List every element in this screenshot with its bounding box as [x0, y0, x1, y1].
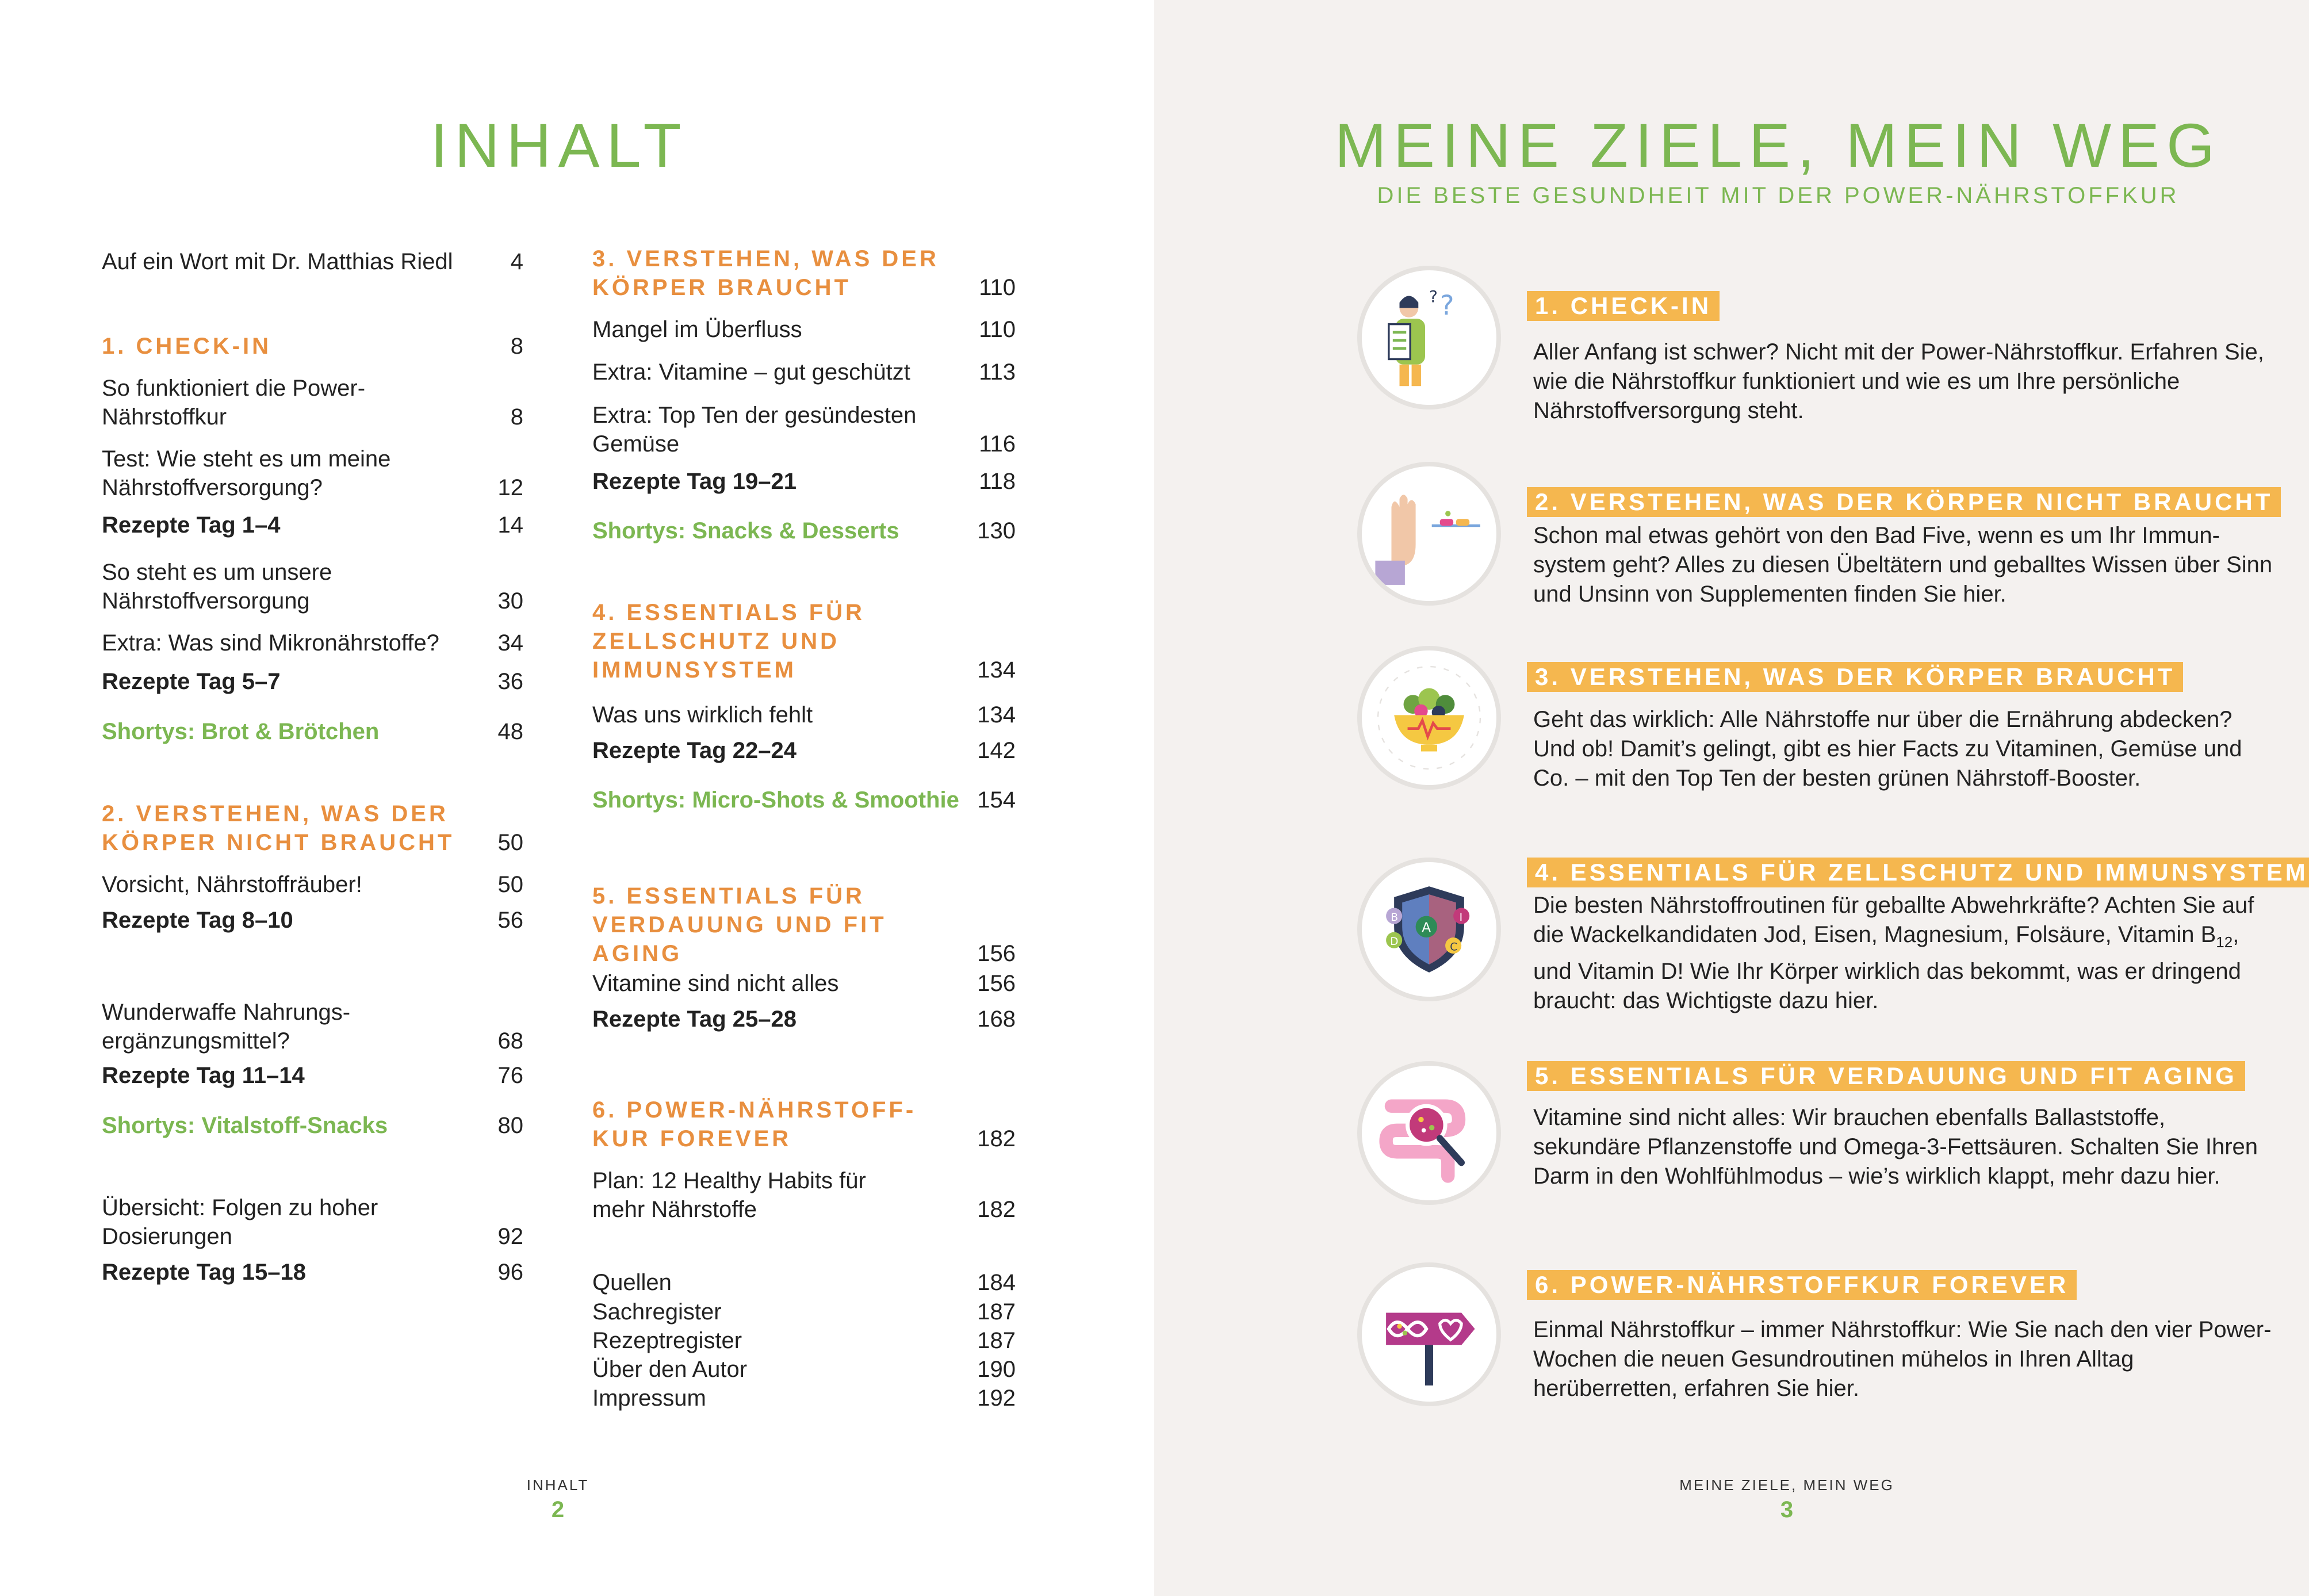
col1-toc-entry[interactable] — [102, 717, 523, 746]
col1-toc-entry[interactable] — [102, 445, 523, 502]
toc-entry-title: Shortys: Vitalstoff-Snacks — [102, 1113, 388, 1138]
vitamin-d-label: D — [1390, 935, 1399, 948]
toc-entry-title: 1. CHECK-IN — [102, 334, 272, 359]
signpost-infinity-icon — [1357, 1262, 1501, 1406]
svg-text:?: ? — [1429, 288, 1438, 307]
toc-entry-page: 8 — [510, 404, 523, 430]
toc-entry-page: 110 — [979, 275, 1016, 300]
toc-entry-page: 50 — [497, 830, 523, 855]
col2-toc-entry[interactable] — [592, 1268, 1016, 1297]
toc-entry-title: Shortys: Snacks & Desserts — [592, 518, 899, 544]
goal-heading-1: 1. CHECK-IN — [1527, 291, 1720, 321]
toc-entry-title: Sachregister — [592, 1299, 722, 1325]
col2-toc-entry[interactable] — [592, 1298, 1016, 1326]
toc-entry-page: 182 — [977, 1126, 1016, 1151]
toc-entry-title: Test: Wie steht es um meine Nährstoffversorgung? — [102, 446, 391, 500]
col1-toc-entry[interactable] — [102, 558, 523, 615]
stop-hand-pills-icon — [1357, 462, 1501, 606]
vitamin-i-label: I — [1459, 911, 1463, 924]
col2-toc-entry[interactable] — [592, 882, 1016, 968]
footer-label-left: INHALT — [526, 1476, 589, 1494]
toc-entry-page: 116 — [979, 431, 1016, 457]
toc-entry-page: 184 — [977, 1270, 1016, 1295]
toc-entry-title: 6. POWER-NÄHRSTOFF- KUR FOREVER — [592, 1097, 917, 1151]
goal-text-6: Einmal Nährstoffkur – immer Nährstoffkur: Wie Sie nach den vier Power-Wochen die neuen Gesundroutinen mühelos in Ihren Alltag herüberretten, erfahren Sie hier. — [1533, 1317, 2272, 1401]
vitamin-shield-icon — [1357, 858, 1501, 1001]
col2-toc-entry[interactable] — [592, 969, 1016, 998]
toc-entry-page: 76 — [497, 1063, 523, 1088]
col2-toc-entry[interactable] — [592, 315, 1016, 344]
col2-toc-entry[interactable] — [592, 401, 1016, 458]
col1-toc-entry[interactable] — [102, 906, 523, 935]
goal-text-1: Aller Anfang ist schwer? Nicht mit der Power-Nährstoffkur. Erfahren Sie, wie die Nährstoffkur funktioniert und wie es um Ihre persönliche Nährstoffversorgung steht. — [1533, 339, 2264, 423]
page-title-ziele: MEINE ZIELE, MEIN WEG — [1334, 110, 2222, 180]
col2-toc-entry[interactable] — [592, 358, 1016, 386]
toc-entry-page: 134 — [977, 657, 1016, 683]
toc-entry-title: Rezepte Tag 22–24 — [592, 738, 797, 763]
toc-entry-page: 156 — [977, 941, 1016, 966]
checklist-person-icon — [1357, 266, 1501, 409]
toc-entry-page: 118 — [979, 469, 1016, 494]
toc-entry-page: 12 — [497, 475, 523, 500]
toc-entry-title: Übersicht: Folgen zu hoher Dosierungen — [102, 1195, 378, 1249]
toc-entry-title: Rezepte Tag 5–7 — [102, 669, 281, 694]
toc-entry-title: Mangel im Überfluss — [592, 317, 802, 342]
toc-entry-title: Rezepte Tag 15–18 — [102, 1260, 306, 1285]
toc-entry-title: Plan: 12 Healthy Habits für mehr Nährstoffe — [592, 1168, 866, 1222]
col2-toc-entry[interactable] — [592, 1326, 1016, 1355]
col1-toc-entry[interactable] — [102, 247, 523, 276]
col2-toc-entry[interactable] — [592, 467, 1016, 496]
toc-entry-page: 156 — [977, 971, 1016, 996]
toc-entry-title: Extra: Vitamine – gut geschützt — [592, 359, 910, 385]
toc-entry-page: 154 — [977, 787, 1016, 813]
toc-entry-title: Extra: Top Ten der gesündesten Gemüse — [592, 403, 917, 457]
toc-entry-page: 36 — [497, 669, 523, 694]
toc-entry-page: 92 — [497, 1224, 523, 1249]
intestine-magnifier-icon — [1357, 1061, 1501, 1205]
goal-heading-4: 4. ESSENTIALS FÜR ZELLSCHUTZ UND IMMUNSYSTEM — [1527, 858, 2309, 887]
toc-entry-title: Rezeptregister — [592, 1328, 742, 1353]
vegetable-bowl-icon — [1357, 646, 1501, 790]
toc-entry-title: So steht es um unsere Nährstoffversorgung — [102, 560, 332, 614]
toc-entry-page: 14 — [497, 512, 523, 538]
toc-entry-page: 56 — [497, 908, 523, 933]
goal-heading-3: 3. VERSTEHEN, WAS DER KÖRPER BRAUCHT — [1527, 662, 2183, 692]
toc-entry-title: Auf ein Wort mit Dr. Matthias Riedl — [102, 249, 453, 274]
col1-toc-entry[interactable] — [102, 629, 523, 657]
toc-entry-title: Shortys: Brot & Brötchen — [102, 719, 380, 744]
col2-toc-entry[interactable] — [592, 1005, 1016, 1034]
col1-toc-entry[interactable] — [102, 332, 523, 361]
toc-entry-title: 2. VERSTEHEN, WAS DER KÖRPER NICHT BRAUCHT — [102, 801, 455, 855]
toc-entry-title: Rezepte Tag 11–14 — [102, 1063, 305, 1088]
toc-entry-title: Rezepte Tag 25–28 — [592, 1006, 797, 1032]
toc-entry-title: Shortys: Micro-Shots & Smoothie — [592, 787, 959, 813]
col2-toc-entry[interactable] — [592, 786, 1016, 814]
col2-toc-entry[interactable] — [592, 1096, 1016, 1153]
toc-entry-page: 168 — [977, 1006, 1016, 1032]
toc-entry-title: Quellen — [592, 1270, 672, 1295]
vitamin-c-label: C — [1450, 941, 1458, 954]
toc-entry-title: Vorsicht, Nährstoffräuber! — [102, 872, 362, 897]
goal-text-3: Geht das wirklich: Alle Nährstoffe nur über die Ernährung abdecken? Und ob! Damit’s gelingt, gibt es hier Facts zu Vitaminen, Gemüse und Co. – mit den Top Ten der besten grünen Nährstoff-Booster. — [1533, 707, 2242, 791]
toc-entry-page: 182 — [977, 1197, 1016, 1222]
toc-entry-page: 8 — [510, 334, 523, 359]
toc-entry-page: 110 — [979, 317, 1016, 342]
toc-entry-page: 134 — [977, 702, 1016, 728]
goal-text-5: Vitamine sind nicht alles: Wir brauchen ebenfalls Ballaststoffe, sekundäre Pflanzenstoffe und Omega-3-Fettsäuren. Schalten Sie Ihren Darm in den Wohlfühlmodus – wie’s wirklich klappt, mehr dazu hier. — [1533, 1105, 2258, 1189]
left-page — [0, 0, 1154, 1596]
toc-entry-title: Was uns wirklich fehlt — [592, 702, 813, 728]
goal-text-4: Die besten Nährstoffroutinen für geballte Abwehrkräfte? Achten Sie auf die Wackelkandidaten Jod, Eisen, Magnesium, Folsäure, Vitamin $B_{12}$, und Vitamin D! Wie Ihr Körper wirklich das bekommt, was er dringend braucht: das Wichtigste dazu hier. — [1533, 893, 2254, 1013]
toc-entry-page: 30 — [497, 588, 523, 614]
toc-entry-page: 96 — [497, 1260, 523, 1285]
col1-toc-entry[interactable] — [102, 1258, 523, 1287]
toc-entry-title: Extra: Was sind Mikronährstoffe? — [102, 630, 439, 656]
vitamin-b-label: B — [1391, 911, 1399, 924]
goal-heading-6: 6. POWER-NÄHRSTOFFKUR FOREVER — [1527, 1270, 2077, 1300]
col2-toc-entry[interactable] — [592, 701, 1016, 729]
toc-entry-title: Impressum — [592, 1386, 706, 1411]
page-title-inhalt: INHALT — [430, 110, 688, 180]
toc-entry-page: 80 — [497, 1113, 523, 1138]
goal-text-2: Schon mal etwas gehört von den Bad Five, wenn es um Ihr Immun-system geht? Alles zu diesen Übeltätern und geballtes Wissen über Sinn und Unsinn von Supplementen finden Sie hier. — [1533, 523, 2273, 607]
col1-toc-entry[interactable] — [102, 511, 523, 539]
svg-text:?: ? — [1439, 290, 1454, 322]
toc-entry-page: 142 — [977, 738, 1016, 763]
toc-entry-title: Rezepte Tag 19–21 — [592, 469, 797, 494]
toc-entry-page: 190 — [977, 1357, 1016, 1382]
col1-toc-entry[interactable] — [102, 1193, 523, 1251]
toc-entry-title: Rezepte Tag 1–4 — [102, 512, 281, 538]
col1-toc-entry[interactable] — [102, 1061, 523, 1090]
col2-toc-entry[interactable] — [592, 516, 1016, 545]
col1-toc-entry[interactable] — [102, 799, 523, 857]
page-number-left: 2 — [551, 1497, 565, 1522]
toc-entry-page: 130 — [977, 518, 1016, 544]
goal-heading-2: 2. VERSTEHEN, WAS DER KÖRPER NICHT BRAUCHT — [1527, 487, 2281, 517]
toc-entry-title: Wunderwaffe Nahrungs- ergänzungsmittel? — [102, 1000, 351, 1054]
toc-entry-title: Über den Autor — [592, 1357, 748, 1382]
toc-entry-title: Vitamine sind nicht alles — [592, 971, 839, 996]
col2-toc-entry[interactable] — [592, 1166, 1016, 1224]
toc-entry-page: 50 — [497, 872, 523, 897]
toc-entry-page: 187 — [977, 1299, 1016, 1325]
toc-entry-title: Rezepte Tag 8–10 — [102, 908, 293, 933]
toc-entry-page: 113 — [979, 359, 1016, 385]
page-subtitle: DIE BESTE GESUNDHEIT MIT DER POWER-NÄHRSTOFFKUR — [1377, 183, 2180, 208]
footer-label-right: MEINE ZIELE, MEIN WEG — [1679, 1476, 1894, 1494]
goal-heading-5: 5. ESSENTIALS FÜR VERDAUUNG UND FIT AGING — [1527, 1061, 2245, 1091]
col1-toc-entry[interactable] — [102, 998, 523, 1055]
toc-entry-page: 192 — [977, 1386, 1016, 1411]
toc-entry-title: 4. ESSENTIALS FÜR ZELLSCHUTZ UND IMMUNSYSTEM — [592, 600, 865, 683]
col2-toc-entry[interactable] — [592, 1355, 1016, 1384]
col2-toc-entry[interactable] — [592, 244, 1016, 302]
col2-toc-entry[interactable] — [592, 736, 1016, 765]
toc-entry-page: 68 — [497, 1028, 523, 1054]
col1-toc-entry[interactable] — [102, 870, 523, 899]
toc-entry-page: 48 — [497, 719, 523, 744]
toc-entry-title: So funktioniert die Power- Nährstoffkur — [102, 376, 366, 430]
col1-toc-entry[interactable] — [102, 374, 523, 431]
col2-toc-entry[interactable] — [592, 1384, 1016, 1413]
page-number-right: 3 — [1780, 1497, 1794, 1522]
toc-entry-page: 187 — [977, 1328, 1016, 1353]
col1-toc-entry[interactable] — [102, 1111, 523, 1140]
col2-toc-entry[interactable] — [592, 598, 1016, 684]
toc-entry-page: 4 — [510, 249, 523, 274]
vitamin-a-label: A — [1422, 919, 1431, 936]
toc-entry-title: 3. VERSTEHEN, WAS DER KÖRPER BRAUCHT — [592, 246, 939, 300]
toc-entry-page: 34 — [497, 630, 523, 656]
col1-toc-entry[interactable] — [102, 667, 523, 696]
toc-entry-title: 5. ESSENTIALS FÜR VERDAUUNG UND FIT AGING — [592, 883, 887, 966]
